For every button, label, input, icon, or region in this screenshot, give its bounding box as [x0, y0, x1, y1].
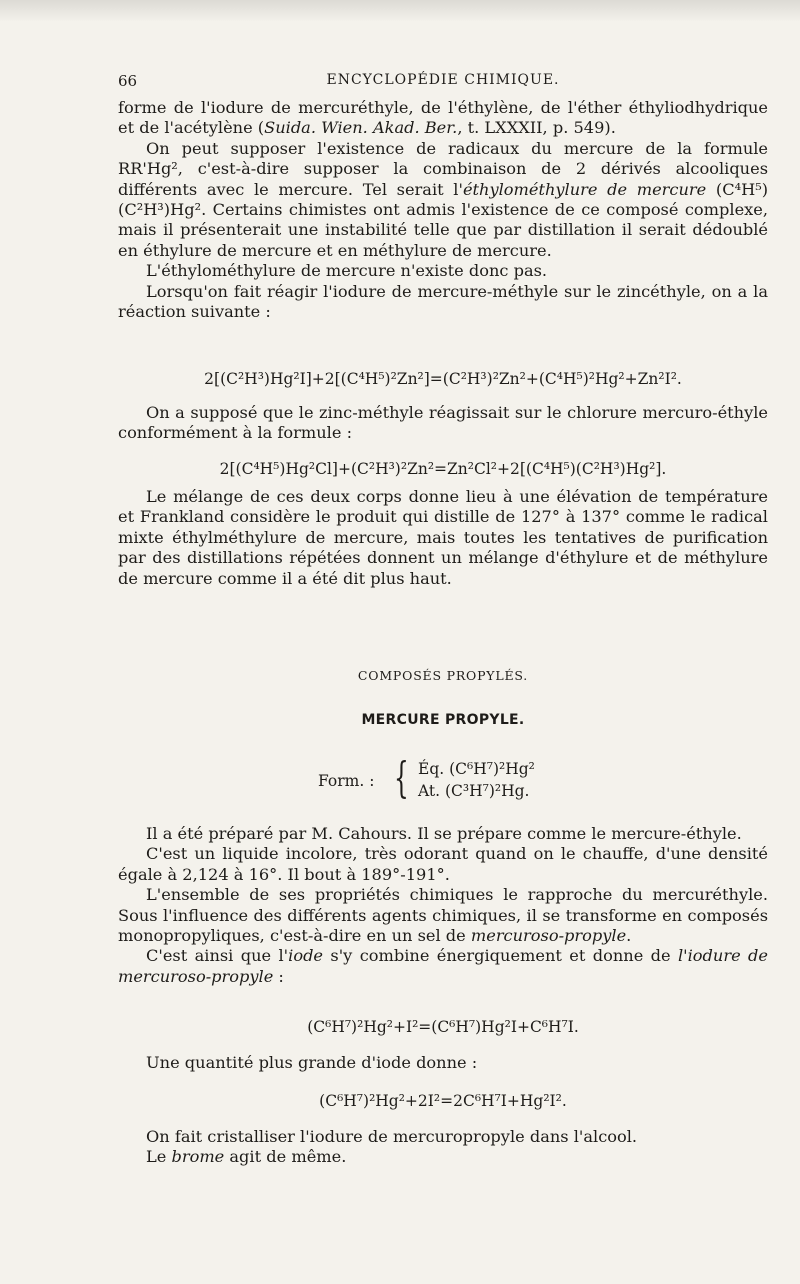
compound-term: mercuroso-propyle: [470, 926, 627, 946]
equation-1: 2[(C²H³)Hg²I]+2[(C⁴H⁵)²Zn²]=(C²H³)²Zn²+(C⁴H⁵)²Hg²+Zn²I².: [204, 370, 682, 388]
reference: Suida. Wien. Akad. Ber.: [264, 118, 458, 138]
section-title: COMPOSÉS PROPYLÉS.: [357, 668, 529, 683]
equation-2: 2[(C⁴H⁵)Hg²Cl]+(C²H³)²Zn²=Zn²Cl²+2[(C⁴H⁵)(C²H³)Hg²].: [219, 460, 667, 478]
brace: {: [394, 753, 409, 802]
paragraph-block-6: [118, 1127, 768, 1168]
paragraph-block-2: [118, 403, 768, 444]
formula-label: Form. :: [318, 772, 375, 790]
paragraph-block-3: [118, 487, 768, 589]
running-title: ENCYCLOPÉDIE CHIMIQUE.: [326, 72, 560, 88]
formula-equivalent: Éq. (C⁶H⁷)²Hg²: [418, 760, 535, 778]
page-number: 66: [118, 72, 138, 90]
equation-4: (C⁶H⁷)²Hg²+2I²=2C⁶H⁷I+Hg²I².: [319, 1092, 567, 1110]
paragraph: Le brome agit de même.: [146, 1147, 347, 1167]
paragraph: Lorsqu'on fait réagir l'iodure de mercure-méthyle sur le zincéthyle, on a la réaction suivante :: [118, 281, 768, 322]
scan-shadow: [0, 0, 800, 22]
paragraph-block-5: [118, 1053, 768, 1073]
paragraph: forme de l'iodure de mercuréthyle, de l'éthylène, de l'éther éthyliodhydrique et de l'acétylène (Suida. Wien. Akad. Ber., t. LXXXII, p. 549).: [118, 98, 768, 138]
subsection-title: MERCURE PROPYLE.: [361, 712, 525, 728]
paragraph: On a supposé que le zinc-méthyle réagissait sur le chlorure mercuro-éthyle conformément à la formule :: [118, 403, 768, 443]
paragraph: Il a été préparé par M. Cahours. Il se prépare comme le mercure-éthyle.: [146, 824, 742, 843]
paragraph: C'est ainsi que l'iode s'y combine énergiquement et donne de l'iodure de mercuroso-propyle :: [118, 946, 768, 986]
compound-term: éthylométhylure de mercure: [462, 179, 707, 199]
intro-text: [118, 98, 768, 322]
reagent-term: brome: [171, 1147, 225, 1167]
paragraph: Une quantité plus grande d'iode donne :: [146, 1053, 478, 1072]
paragraph: On peut supposer l'existence de radicaux du mercure de la formule RR'Hg², c'est-à-dire supposer la combinaison de 2 dérivés alcooliques différents avec le mercure. Tel serait l'éthylométhylure de mercure (C⁴H⁵)(C²H³)Hg². Certains chimistes ont admis l'existence de ce composé complexe, mais il présenterait une instabilité telle que par distillation il serait dédoublé en éthylure de mercure et en méthylure de mercure.: [118, 138, 769, 260]
reagent-term: iode: [288, 946, 324, 966]
paragraph: L'éthylométhylure de mercure n'existe donc pas.: [146, 261, 548, 281]
paragraph: L'ensemble de ses propriétés chimiques le rapproche du mercuréthyle. Sous l'influence des différents agents chimiques, il se transforme en composés monopropyliques, c'est-à-dire en un sel de mercuroso-propyle.: [118, 885, 768, 946]
paragraph: On fait cristalliser l'iodure de mercuropropyle dans l'alcool.: [146, 1127, 638, 1146]
paragraph: C'est un liquide incolore, très odorant quand on le chauffe, d'une densité égale à 2,124 à 16°. Il bout à 189°-191°.: [118, 844, 768, 884]
equation-3: (C⁶H⁷)²Hg²+I²=(C⁶H⁷)Hg²I+C⁶H⁷I.: [307, 1018, 579, 1036]
compound-term: l'iodure de mercuroso-propyle: [118, 946, 768, 986]
paragraph-block-4: [118, 824, 768, 987]
paragraph: Le mélange de ces deux corps donne lieu à une élévation de température et Frankland considère le produit qui distille de 127° à 137° comme le radical mixte éthylméthylure de mercure, mais toutes les tentatives de purification par des distillations répétées donnent un mélange d'éthylure et de méthylure de mercure comme il a été dit plus haut.: [118, 487, 768, 588]
formula-atomic: At. (C³H⁷)²Hg.: [418, 782, 530, 800]
